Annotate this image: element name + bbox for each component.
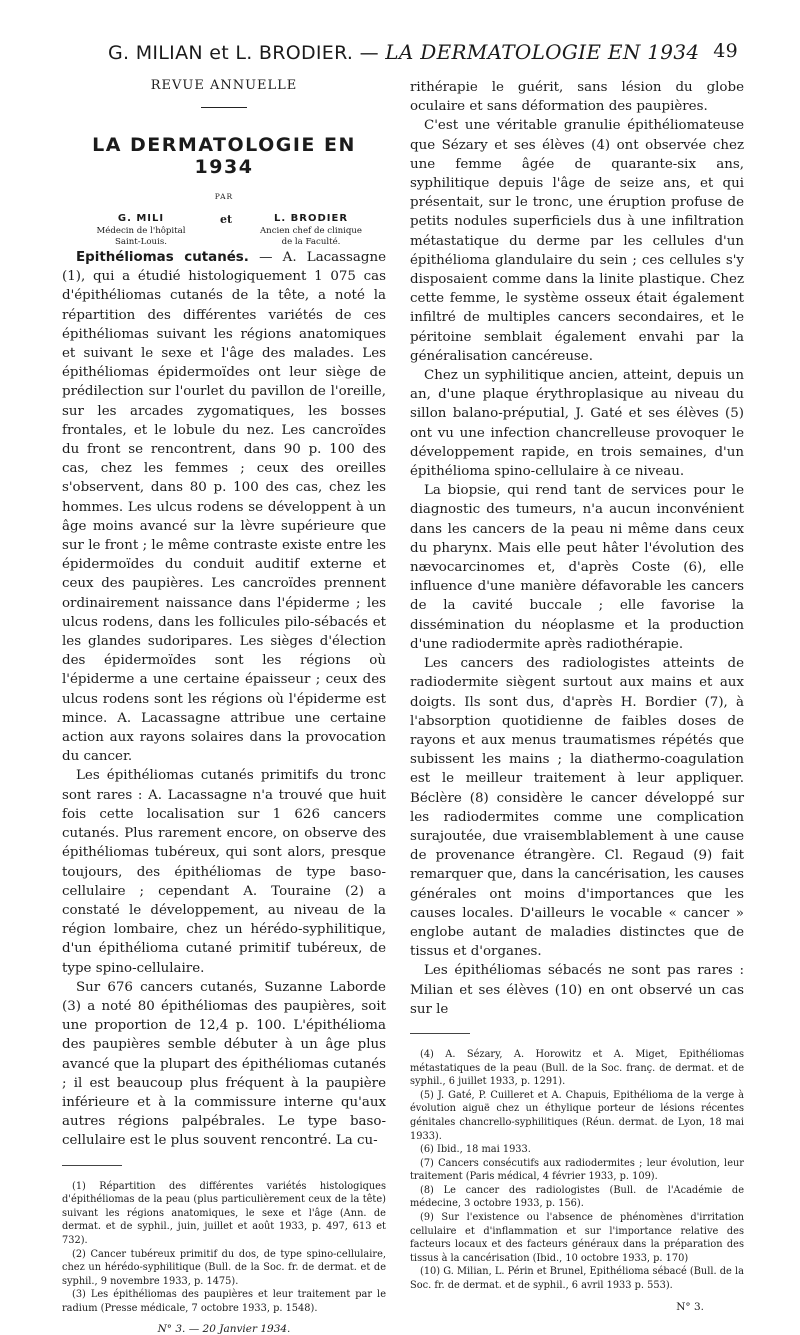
- authors-block: [86, 213, 366, 248]
- author-1-name: G. MILI: [117, 213, 165, 224]
- running-head-authors: G. MILIAN et L. BRODIER. —: [108, 42, 379, 64]
- footnote: (5) J. Gaté, P. Cuilleret et A. Chapuis, Epithélioma de la verge à évolution aiguë chez un éthylique porteur de lésions récentes génitales chancrello-syphilitiques (Réun. dermat. de Lyon, 18 mai 1933).: [410, 1089, 744, 1142]
- footnote: (4) A. Sézary, A. Horowitz et A. Miget, Epithéliomas métastatiques de la peau (Bull. de la Soc. franç. de dermat. et de syphil., 6 juillet 1933, p. 1291).: [410, 1048, 744, 1088]
- author-1-role: Médecin de l'hôpital Saint-Louis.: [96, 226, 186, 247]
- footnote: (1) Répartition des différentes variétés histologiques d'épithéliomas de la peau (plus particulièrement ceux de la tête) suivant les régions anatomiques, le sexe et l'âge (Ann. de dermat. et de syphil., juin, juillet et août 1933, p. 497, 613 et 732).: [62, 1180, 386, 1246]
- article-header: [62, 78, 386, 248]
- footnote-divider: [62, 1165, 122, 1166]
- paragraph: rithérapie le guérit, sans lésion du globe oculaire et sans déformation des paupières.: [410, 80, 744, 115]
- paragraph: La biopsie, qui rend tant de services pour le diagnostic des tumeurs, n'a aucun inconvénient dans les cancers de la peau ni même dans ceux du pharynx. Mais elle peut hâter l'évolution des nævocarcinomes et, d'après Coste (6), elle influence d'une manière défavorable les cancers de la cavité buccale ; elle favorise la dissémination du néoplasme et la production d'une radiodermite après radiothérapie.: [410, 483, 744, 652]
- author-2: [256, 213, 366, 248]
- author-2-name: L. BRODIER: [273, 213, 349, 224]
- footnote: (8) Le cancer des radiologistes (Bull. de l'Académie de médecine, 3 octobre 1933, p. 156).: [410, 1184, 744, 1210]
- paragraph: Les épithéliomas sébacés ne sont pas rares : Milian et ses élèves (10) en ont observé un cas sur le: [410, 963, 744, 1017]
- paragraph: Sur 676 cancers cutanés, Suzanne Laborde (3) a noté 80 épithéliomas des paupières, soit une proportion de 12,4 p. 100. L'épithélioma des paupières semble débuter à un âge plus avancé que la plupart des épithéliomas cutanés ; il est beaucoup plus fréquent à la paupière inférieure et à la commissure interne qu'aux autres régions palpébrales. Le type baso-cellulaire est le plus souvent rencontré. La cu-: [62, 979, 386, 1149]
- author-conjunction: et: [219, 213, 233, 226]
- article-title: LA DERMATOLOGIE EN 1934: [92, 134, 356, 178]
- section-heading: Epithéliomas cutanés.: [76, 250, 249, 265]
- author-1: [86, 213, 196, 248]
- author-2-role: Ancien chef de clinique de la Faculté.: [259, 226, 363, 247]
- footnote: (10) G. Milian, L. Périn et Brunel, Epithélioma sébacé (Bull. de la Soc. fr. de dermat. et de syphil., 6 avril 1933 p. 553).: [410, 1266, 744, 1292]
- running-head-title: LA DERMATOLOGIE EN 1934: [385, 40, 700, 64]
- running-head: [108, 40, 748, 80]
- paragraph: [62, 248, 386, 766]
- left-column: [62, 78, 386, 1335]
- page-number: 49: [713, 40, 738, 62]
- paragraph-text: — A. Lacassagne (1), qui a étudié histologiquement 1 075 cas d'épithéliomas cutanés de la tête, a noté la répartition des différentes variétés de ces épithéliomas suivant les régions anatomiques et suivant le sexe et l'âge des malades. Les épithéliomas épidermoïdes ont leur siège de prédilection sur l'ourlet du pavillon de l'oreille, sur les arcades zygomatiques, les bosses frontales, et le lobule du nez. Les cancroïdes du front se rencontrent, dans 90 p. 100 des cas, chez les femmes ; ceux des oreilles s'observent, dans 80 p. 100 des cas, chez les hommes. Les ulcus rodens se développent à un âge moins avancé sur la lèvre supérieure que sur le front ; le même contraste existe entre les épidermoïdes du conduit auditif externe et ceux des paupières. Les cancroïdes prennent ordinairement naissance dans l'épiderme ; les ulcus rodens, dans les follicules pilo-sébacés et les glandes sudoripares. Les sièges d'élection des épidermoïdes sont les régions où l'épiderme a une certaine épaisseur ; ceux des ulcus rodens sont les régions où l'épiderme est mince. A. Lacassagne attribue une certaine action aux rayons solaires dans la provocation du cancer.: [62, 250, 387, 765]
- paragraph: Les cancers des radiologistes atteints de radiodermite siègent surtout aux mains et aux doigts. Ils sont dus, d'après H. Bordier (7), à l'absorption quotidienne de faibles doses de rayons et aux menus traumatismes répétés que subissent les mains ; la diathermo-coagulation est le meilleur traitement à leur appliquer. Béclère (8) considère le cancer développé sur les radiodermites comme une complication surajoutée, due vraisemblablement à une cause de provenance étrangère. Cl. Regaud (9) fait remarquer que, dans la cancérisation, les causes générales ont moins d'importances que les causes locales. D'ailleurs le vocable « cancer » englobe autant de maladies distinctes que de tissus et d'organes.: [410, 656, 744, 960]
- paragraph: Chez un syphilitique ancien, atteint, depuis un an, d'une plaque érythroplasique au niveau du sillon balano-préputial, J. Gaté et ses élèves (5) ont vu une infection chancrelleuse provoquer le développement rapide, en trois semaines, d'un épithélioma spino-cellulaire à ce niveau.: [410, 368, 744, 480]
- issue-label-right: N° 3.: [676, 1300, 704, 1313]
- paragraph: C'est une véritable granulie épithéliomateuse que Sézary et ses élèves (4) ont observée chez une femme âgée de quarante-six ans, syphilitique depuis l'âge de seize ans, et qui présentait, sur le tronc, une éruption profuse de petits nodules superficiels dus à une infiltration métastatique du derme par les cellules d'un épithélioma glandulaire du sein ; ces cellules s'y disposaient comme dans la linite plastique. Chez cette femme, le système osseux était également infiltré de multiples cancers secondaires, et le péritoine semblait également envahi par la généralisation cancéreuse.: [410, 118, 744, 364]
- par-label: PAR: [214, 192, 234, 201]
- divider: [201, 107, 247, 108]
- footnotes-right: [410, 1048, 744, 1293]
- footnote: (7) Cancers consécutifs aux radiodermites ; leur évolution, leur traitement (Paris médical, 4 février 1933, p. 109).: [410, 1157, 744, 1183]
- footnote: (2) Cancer tubéreux primitif du dos, de type spino-cellulaire, chez un hérédo-syphilitique (Bull. de la Soc. fr. de dermat. et de syphil., 9 novembre 1933, p. 1475).: [62, 1248, 386, 1287]
- footnote: (3) Les épithéliomas des paupières et leur traitement par le radium (Presse médicale, 7 octobre 1933, p. 1548).: [62, 1289, 386, 1314]
- footnotes-left: [62, 1180, 386, 1316]
- footnote-divider: [410, 1033, 470, 1034]
- issue-label: N° 3. — 20 Janvier 1934.: [157, 1323, 291, 1335]
- paragraph: Les épithéliomas cutanés primitifs du tronc sont rares : A. Lacassagne n'a trouvé que huit fois cette localisation sur 1 626 cancers cutanés. Plus rarement encore, on observe des épithéliomas tubéreux, qui sont alors, presque toujours, des épithéliomas de type baso-cellulaire ; cependant A. Touraine (2) a constaté le développement, au niveau de la région lombaire, chez un hérédo-syphilitique, d'un épithélioma cutané primitif tubéreux, de type spino-cellulaire.: [62, 768, 386, 976]
- right-column: [410, 78, 744, 1313]
- series-label: REVUE ANNUELLE: [150, 78, 298, 93]
- footnote: (6) Ibid., 18 mai 1933.: [420, 1144, 531, 1156]
- footnote: (9) Sur l'existence ou l'absence de phénomènes d'irritation cellulaire et d'inflammation et sur l'importance relative des facteurs locaux et des facteurs généraux dans la préparation des tissus à la cancérisation (Ibid., 10 octobre 1933, p. 170): [410, 1212, 744, 1264]
